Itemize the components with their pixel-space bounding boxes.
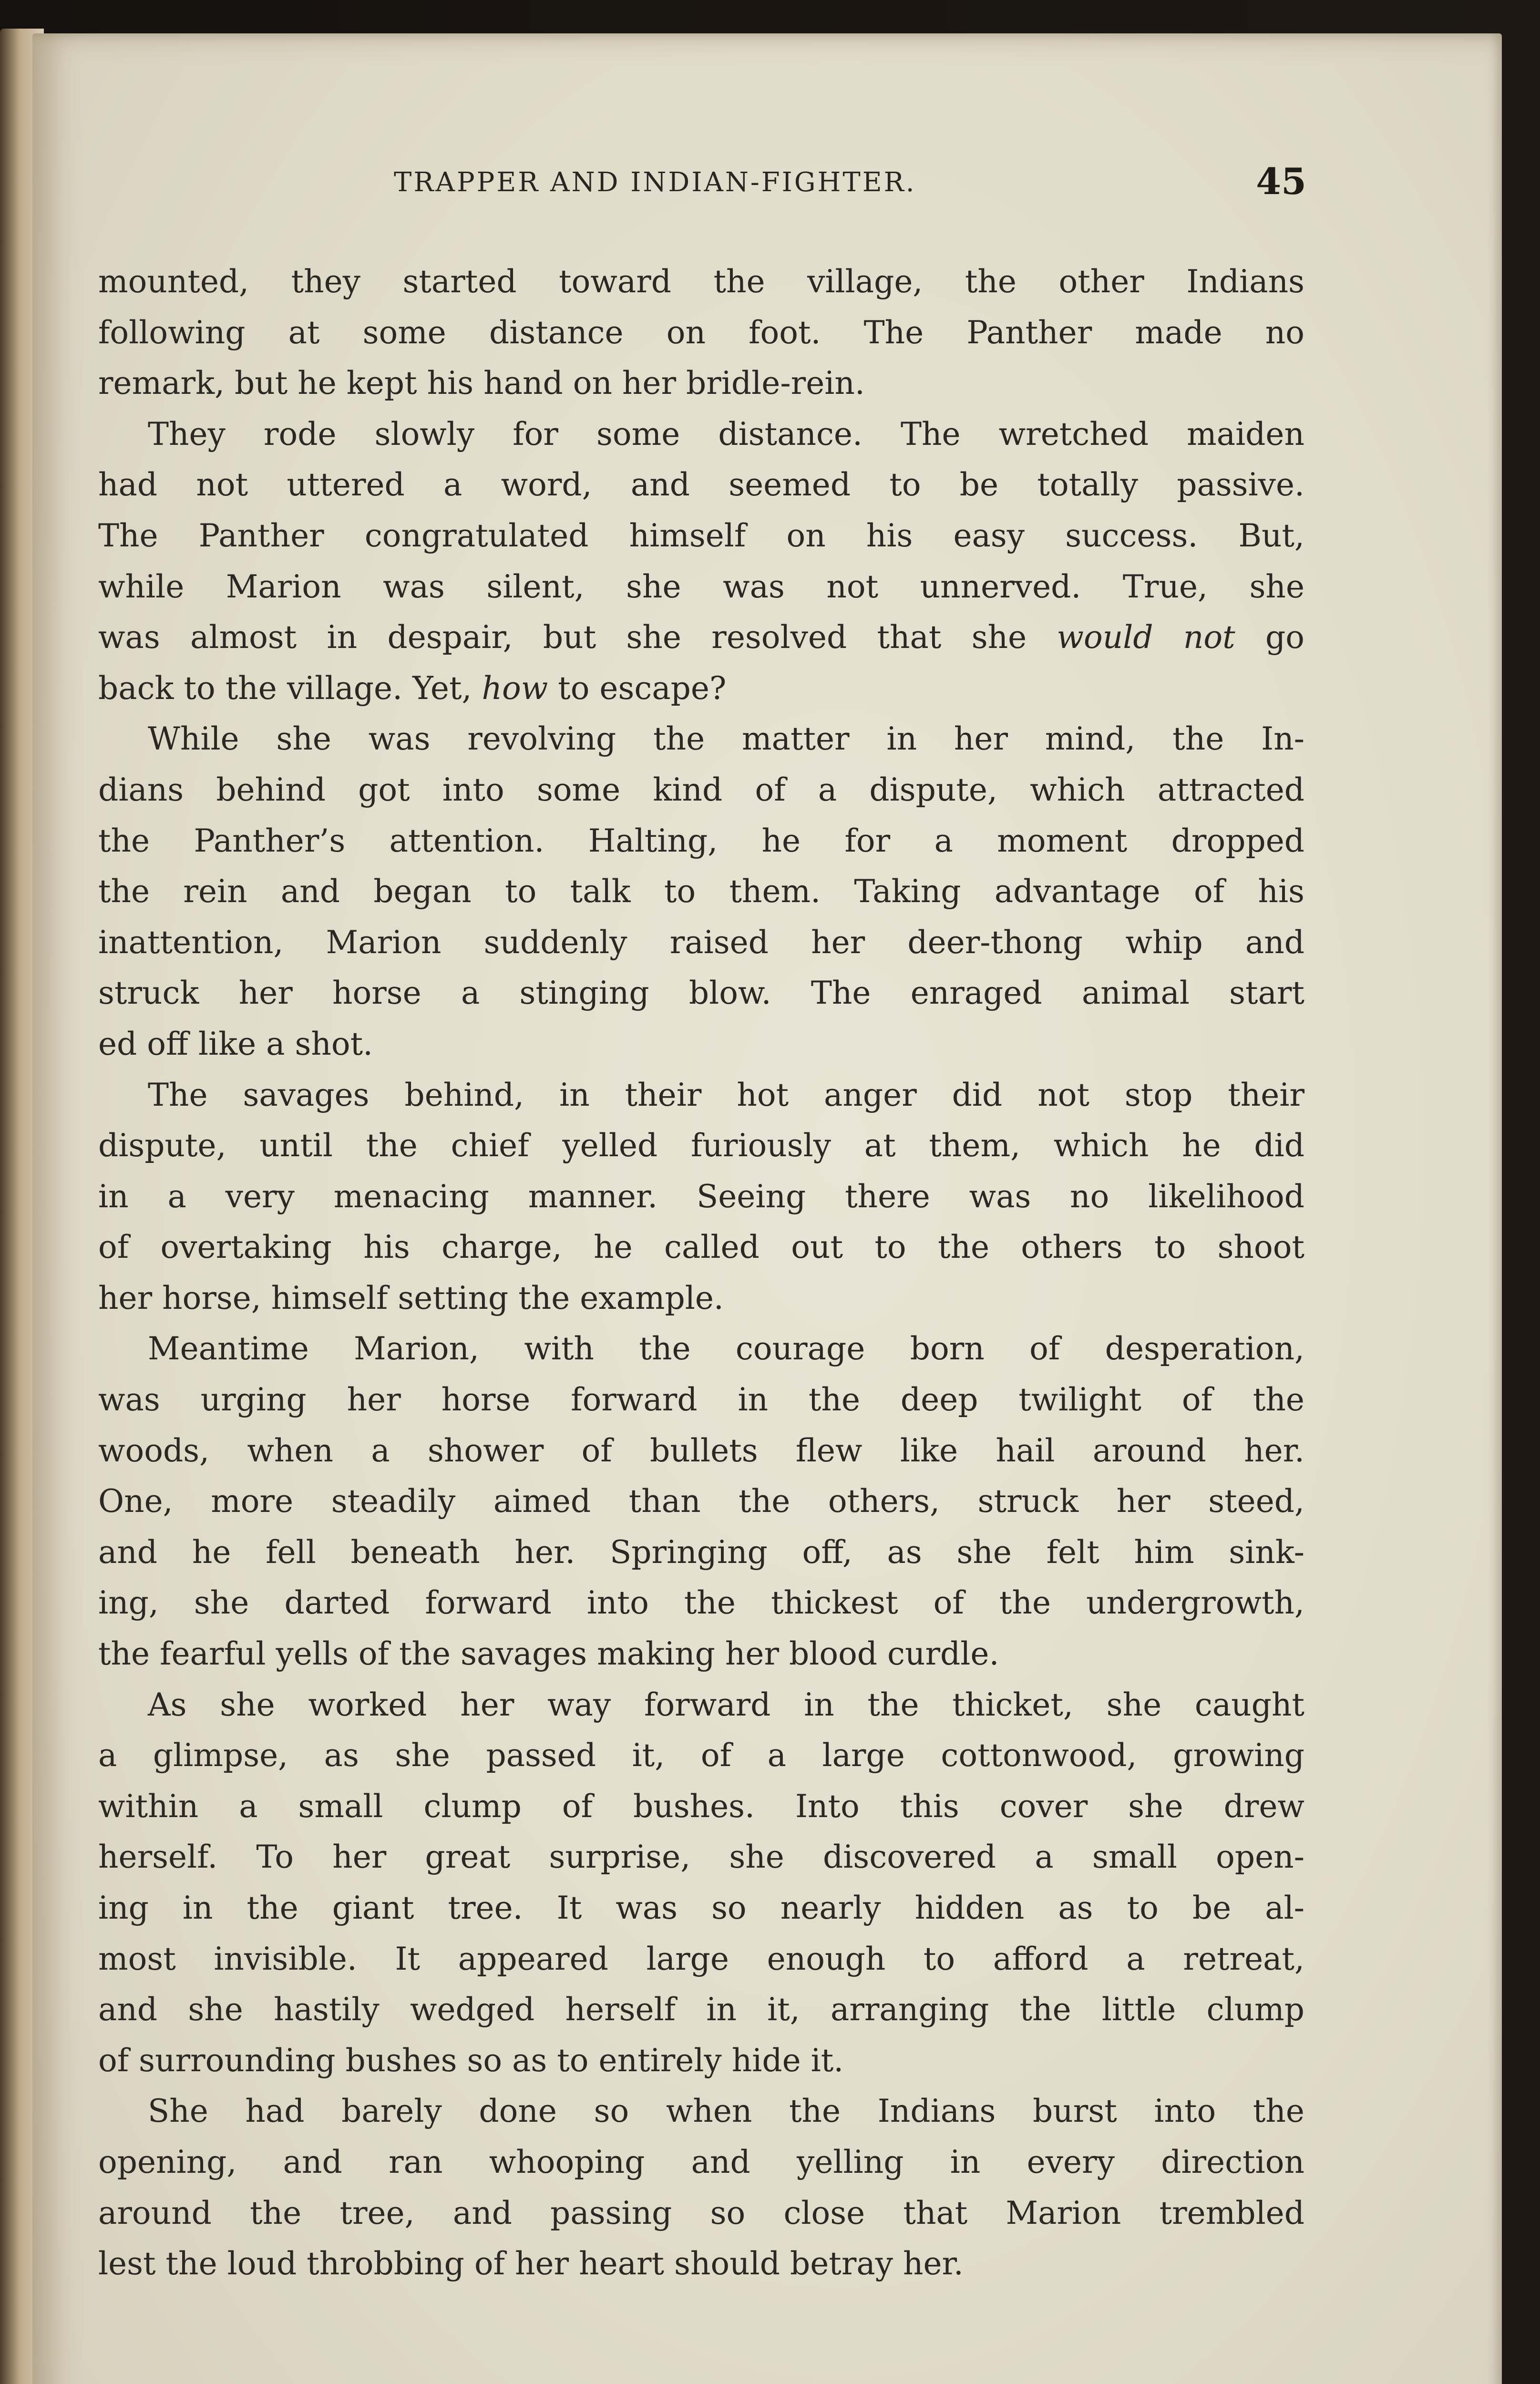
paragraph-start-line: They rode slowly for some distance. The wretched maiden <box>148 415 1304 452</box>
text-line: One, more steadily aimed than the others, struck her steed, <box>98 1483 1304 1520</box>
text-line: and he fell beneath her. Springing off, as she felt him sink- <box>98 1533 1304 1571</box>
text-line: the fearful yells of the savages making her blood curdle. <box>98 1635 999 1673</box>
paragraph-start-line: The savages behind, in their hot anger did not stop their <box>148 1076 1304 1113</box>
text-line: ing in the giant tree. It was so nearly hidden as to be al- <box>98 1890 1304 1926</box>
italic-text: would not <box>1057 619 1235 656</box>
text-line: most invisible. It appeared large enough to afford a retreat, <box>98 1940 1304 1977</box>
text-line: the rein and began to talk to them. Taking advantage of his <box>98 873 1304 910</box>
text-line: remark, but he kept his hand on her bridle-rein. <box>98 365 865 402</box>
text-line: lest the loud throbbing of her heart should betray her. <box>98 2245 964 2282</box>
text-line: herself. To her great surprise, she discovered a small open- <box>98 1839 1304 1876</box>
text-line: of surrounding bushes so as to entirely hide it. <box>98 2042 844 2079</box>
text-line: her horse, himself setting the example. <box>98 1279 724 1316</box>
text-line <box>98 612 1304 663</box>
paragraph-start-line: While she was revolving the matter in her mind, the In- <box>148 720 1304 758</box>
text-run: was almost in despair, but she resolved that she <box>98 619 1057 656</box>
text-run: to escape? <box>548 669 727 707</box>
text-line: ing, she darted forward into the thickest of the undergrowth, <box>98 1584 1304 1622</box>
italic-text: how <box>482 669 548 707</box>
text-line: dispute, until the chief yelled furiously at them, which he did <box>98 1127 1304 1164</box>
page-number: 45 <box>1256 160 1306 203</box>
text-line: in a very menacing manner. Seeing there was no likelihood <box>98 1178 1304 1215</box>
text-line: opening, and ran whooping and yelling in every direction <box>98 2143 1304 2180</box>
text-run: go <box>1235 619 1304 656</box>
text-line: a glimpse, as she passed it, of a large cottonwood, growing <box>98 1737 1304 1774</box>
text-line: and she hastily wedged herself in it, arranging the little clump <box>98 1991 1304 2028</box>
text-line <box>98 663 1304 714</box>
text-line: within a small clump of bushes. Into this cover she drew <box>98 1788 1304 1825</box>
text-line: The Panther congratulated himself on his easy success. But, <box>98 517 1304 554</box>
paragraph-start-line: She had barely done so when the Indians burst into the <box>148 2093 1304 2130</box>
text-line: around the tree, and passing so close that Marion trembled <box>98 2194 1304 2231</box>
text-line: dians behind got into some kind of a dispute, which attracted <box>98 771 1304 808</box>
text-line: following at some distance on foot. The Panther made no <box>98 314 1304 351</box>
text-line: of overtaking his charge, he called out to the others to shoot <box>98 1229 1304 1266</box>
paragraph-start-line: Meantime Marion, with the courage born of desperation, <box>148 1330 1304 1367</box>
text-run: back to the village. Yet, <box>98 669 482 707</box>
paragraph-start-line: As she worked her way forward in the thicket, she caught <box>148 1686 1304 1723</box>
text-line: ed off like a shot. <box>98 1025 373 1062</box>
text-line: had not uttered a word, and seemed to be totally passive. <box>98 466 1304 504</box>
text-line: while Marion was silent, she was not unnerved. True, she <box>98 568 1304 605</box>
running-head: TRAPPER AND INDIAN-FIGHTER. <box>394 167 916 198</box>
text-line: inattention, Marion suddenly raised her deer-thong whip and <box>98 924 1304 961</box>
body-text <box>98 257 1304 2354</box>
text-line: the Panther’s attention. Halting, he for a moment dropped <box>98 822 1304 859</box>
text-line: mounted, they started toward the village, the other Indians <box>98 263 1304 300</box>
text-line: woods, when a shower of bullets flew like hail around her. <box>98 1432 1304 1469</box>
text-line: struck her horse a stinging blow. The enraged animal start <box>98 975 1304 1012</box>
text-line: was urging her horse forward in the deep twilight of the <box>98 1381 1304 1418</box>
